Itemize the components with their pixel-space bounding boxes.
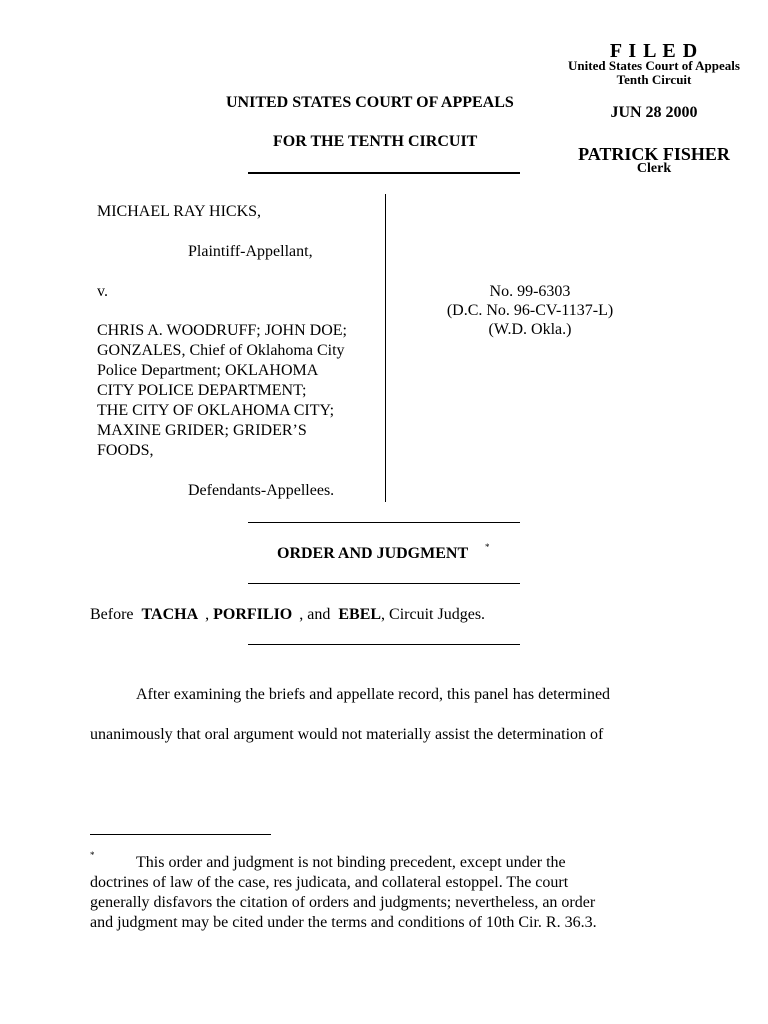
- defendant-line: FOODS,: [97, 442, 154, 459]
- defendant-line: CITY POLICE DEPARTMENT;: [97, 382, 307, 399]
- footnote-line: and judgment may be cited under the terms and conditions of 10th Cir. R. 36.3.: [90, 914, 597, 931]
- defendant-line: MAXINE GRIDER; GRIDER’S: [97, 422, 307, 439]
- footnote: [90, 853, 690, 933]
- court-name: UNITED STATES COURT OF APPEALS: [226, 94, 514, 111]
- filed-label: F I L E D: [609, 40, 699, 62]
- defendants-list: [97, 321, 347, 461]
- judges-before: Before: [90, 606, 134, 623]
- defendants-role: Defendants-Appellees.: [188, 482, 335, 499]
- judge-tacha: TACHA: [141, 606, 199, 623]
- judges-separator: , and: [299, 606, 331, 623]
- body-line: After examining the briefs and appellate record, this panel has determined: [136, 686, 611, 703]
- judge-porfilio: PORFILIO: [213, 606, 293, 623]
- judges-separator: ,: [205, 606, 210, 623]
- header-rule: [248, 172, 520, 174]
- title-rule-top: [248, 522, 520, 523]
- defendant-line: Police Department; OKLAHOMA: [97, 362, 319, 379]
- footnote-line: This order and judgment is not binding precedent, except under the: [136, 854, 566, 871]
- defendant-line: GONZALES, Chief of Oklahoma City: [97, 342, 345, 359]
- judges-rule: [248, 644, 520, 645]
- versus: v.: [97, 283, 108, 300]
- judges-suffix: , Circuit Judges.: [381, 606, 486, 623]
- judge-ebel: EBEL: [338, 606, 382, 623]
- filed-circuit: Tenth Circuit: [616, 72, 692, 87]
- clerk-name: PATRICK FISHER: [578, 144, 730, 164]
- plaintiff-role: Plaintiff-Appellant,: [188, 243, 313, 260]
- defendant-line: THE CITY OF OKLAHOMA CITY;: [97, 402, 335, 419]
- court-circuit: FOR THE TENTH CIRCUIT: [273, 133, 478, 150]
- footnote-mark: *: [90, 850, 95, 860]
- judges-line: [90, 606, 485, 624]
- footnote-separator: [90, 834, 271, 835]
- title-footnote-mark: *: [485, 542, 490, 552]
- filed-court: United States Court of Appeals: [568, 58, 740, 73]
- footnote-line: generally disfavors the citation of orders and judgments; nevertheless, an order: [90, 894, 596, 911]
- defendant-line: CHRIS A. WOODRUFF; JOHN DOE;: [97, 322, 347, 339]
- clerk-title: Clerk: [636, 161, 672, 176]
- document-title: ORDER AND JUDGMENT: [277, 545, 469, 562]
- body-line: unanimously that oral argument would not materially assist the determination of: [90, 726, 604, 743]
- case-number: No. 99-6303: [489, 283, 571, 300]
- district: (W.D. Okla.): [488, 321, 572, 338]
- footnote-line: doctrines of law of the case, res judicata, and collateral estoppel. The court: [90, 874, 569, 891]
- title-rule-bottom: [248, 583, 520, 584]
- dc-number: (D.C. No. 96-CV-1137-L): [446, 302, 614, 319]
- plaintiff-name: MICHAEL RAY HICKS,: [97, 203, 262, 220]
- caption-divider: [385, 194, 386, 502]
- filed-date: JUN 28 2000: [610, 104, 698, 121]
